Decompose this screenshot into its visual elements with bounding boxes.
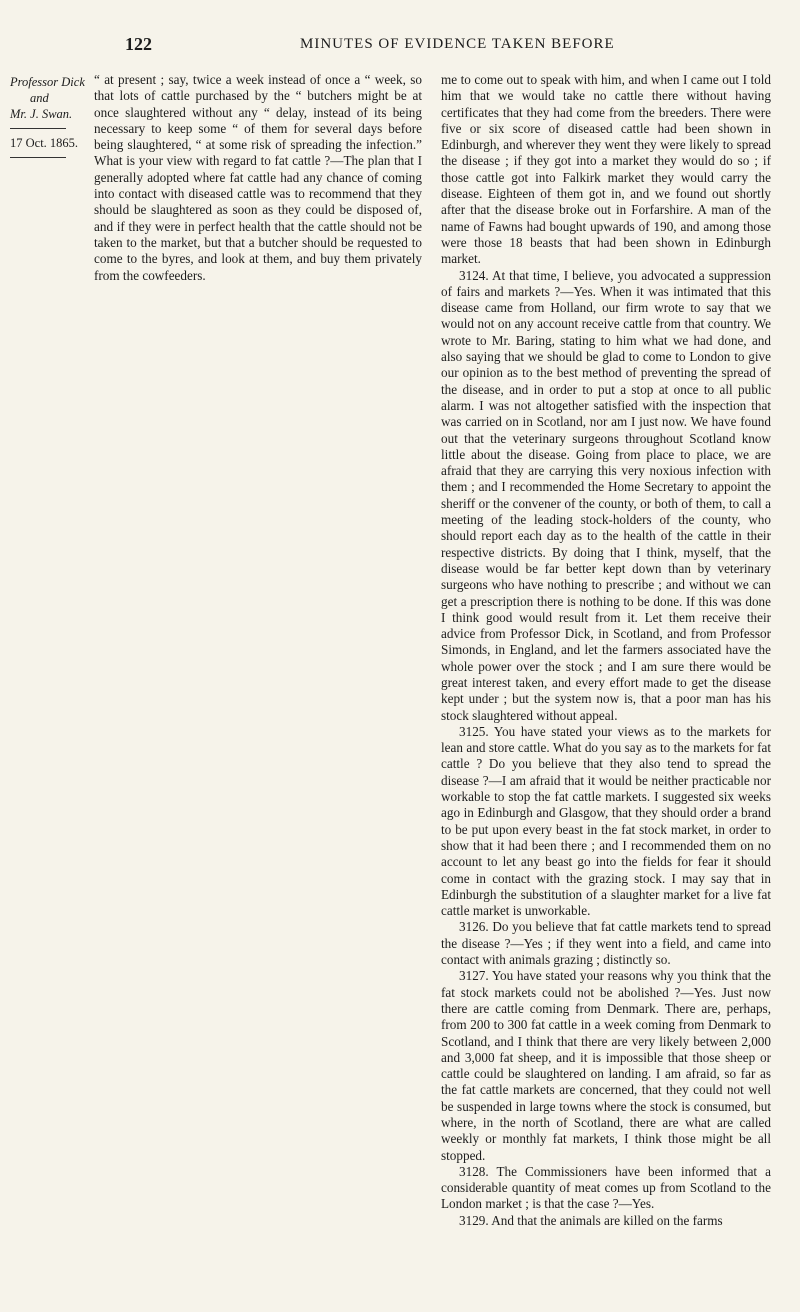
witness-name-2: Mr. J. Swan.: [10, 107, 73, 121]
paragraph: me to come out to speak with him, and when I came out I told him that we would take no cattle there without having certificates that they had come from the breeders. There were five or six score of diseased cattle had been shown in Edinburgh, and wherever they went they were likely to spread the disease ; if they got into a market they would do so ; if those cattle got into Falkirk market they would carry the disease. Eighteen of them got in, and we found out shortly after that the disease broke out in Forfarshire. A man of the name of Fawns had bought upwards of 190, and among those were those 18 beasts that had been shown in Edinburgh market.: [441, 72, 771, 267]
margin-note: [10, 74, 88, 158]
paragraph: 3126. Do you believe that fat cattle markets tend to spread the disease ?—Yes ; if they went into a field, and came into contact with animals grazing ; distinctly so.: [441, 919, 771, 968]
margin-rule: [10, 128, 66, 129]
margin-rule-bottom: [10, 157, 66, 158]
witness-conjunction: and: [30, 91, 49, 105]
session-date: 17 Oct. 1865.: [10, 136, 79, 150]
paragraph: 3129. And that the animals are killed on the farms: [459, 1212, 723, 1228]
witness-name: Professor Dick: [10, 75, 85, 89]
right-column: [441, 72, 771, 1302]
paragraph: 3127. You have stated your reasons why you think that the fat stock markets could not be abolished ?—Yes. Just now there are cattle coming from Denmark. There are, perhaps, from 200 to 300 fat cattle in a week coming from Denmark to Scotland, and I think that there are very likely between 2,000 and 3,000 fat sheep, and it is impossible that those sheep or cattle could be slaughtered on landing. I am afraid, so far as the fat cattle markets are concerned, that they could not well be suspended in large towns where the stock is consumed, but where, in the north of Scotland, there are what are called weekly or monthly fat markets, I think those might be all stopped.: [441, 968, 771, 1163]
page-header: [0, 34, 800, 56]
paragraph: 3128. The Commissioners have been informed that a considerable quantity of meat comes up from Scotland to the London market ; is that the case ?—Yes.: [441, 1163, 771, 1212]
page-number: 122: [125, 34, 152, 54]
paragraph: “ at present ; say, twice a week instead of once a “ week, so that lots of cattle purchased by the “ butchers might be at once slaughtered without any “ delay, instead of its being necessary to keep some “ of them for several days before being slaughtered, “ at some risk of spreading the infection.” What is your view with regard to fat cattle ?—The plan that I generally adopted where fat cattle had any chance of coming into contact with diseased cattle was to recommend that they should be slaughtered as soon as they could be disposed of, and if they were in perfect health that the cattle should not be taken to the market, but that a butcher should be requested to come to the byres, and look at them, and buy them privately from the cowfeeders.: [94, 72, 422, 283]
paragraph: 3124. At that time, I believe, you advocated a suppression of fairs and markets ?—Yes. When it was intimated that this disease came from Holland, our firm wrote to say that we would not on any account receive cattle from that country. We wrote to Mr. Baring, stating to him what we had done, and also saying that we should be glad to come to London to give our opinion as to the best method of preventing the spread of the disease, and in order to put a stop at once to all public alarm. I was not altogether satisfied with the inspection that was carried on in Scotland, nor am I just now. We have found out that the veterinary surgeons throughout Scotland know little about the disease. Going from place to place, we are afraid that they are carrying this very noxious infection with them ; and I recommended the Home Secretary to appoint the sheriff or the convener of the county, or both of them, to call a meeting of the leading stock-holders of the county, who should report each day as to the health of the cattle in their respective districts. By doing that I think, myself, that the disease would be far better kept down than by veterinary surgeons who have nothing to prescribe ; and without we can get a prescription there is nothing to be done. If this was done I think good would result from it. Let them receive their advice from Professor Dick, in Scotland, and from Professor Simonds, in England, and let the farmers associated have the whole power over the stock ; and I am sure there would be great interest taken, and every effort made to get the disease kept under ; but the system now is, that a poor man has his stock slaughtered without appeal.: [441, 267, 771, 723]
paragraph: 3125. You have stated your views as to the markets for lean and store cattle. What do you say as to the markets for fat cattle ? Do you believe that they also tend to spread the disease ?—I am afraid that it would be neither practicable nor workable to stop the fat cattle markets. I suggested six weeks ago in Edinburgh and Glasgow, that they should order a brand to be put upon every beast in the fat stock market, in order to show that it had been there ; and I recommended them on no account to let any beast go into the fields for fear it should come in contact with the grazing stock. I may say that in Edinburgh the substitution of a slaughter market for a live fat cattle market is unworkable.: [441, 723, 771, 919]
running-title: MINUTES OF EVIDENCE TAKEN BEFORE: [300, 36, 615, 52]
left-column: [94, 72, 422, 1302]
